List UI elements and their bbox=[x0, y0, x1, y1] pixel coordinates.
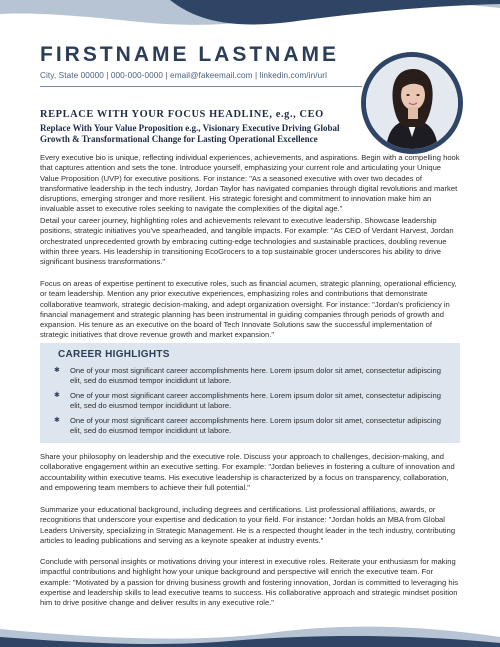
highlight-text: One of your most significant career accomplishments here. Lorem ipsum dolor sit amet, consectetur adipiscing elit, sed do eiusmod tempor incididunt ut labore. bbox=[70, 416, 441, 436]
asterisk-icon: ✱ bbox=[54, 392, 60, 399]
bio-paragraph-conclusion: Conclude with personal insights or motivations driving your interest in executive roles. Reiterate your enthusiasm for making impactful contributions and highlight how your unique background and perspective will enrich the executive team. For example: "Motivated by a passion for driving business growth and fostering innovation, Jordan is committed to leveraging his expertise and leadership skills to lead executive teams to success. His collaborative approach and strategic mindset position him to drive positive change and deliver results in any executive role." bbox=[40, 557, 459, 608]
profile-photo bbox=[361, 52, 463, 154]
header-divider bbox=[40, 86, 362, 87]
candidate-name: FIRSTNAME LASTNAME bbox=[40, 43, 339, 66]
top-wave-decoration bbox=[0, 0, 500, 40]
bio-paragraph-education: Summarize your educational background, including degrees and certifications. List professional affiliations, awards, or recognitions that underscore your expertise and dedication to your field. For instance: "Jordan holds an MBA from Global Leaders University, specializing in Strategic Management. He is a respected thought leader in the tech industry, contributing articles to leading publications and serving as a keynote speaker at industry events." bbox=[40, 505, 456, 545]
highlight-item bbox=[54, 416, 449, 437]
bio-paragraph-intro: Every executive bio is unique, reflecting individual experiences, achievements, and aspirations. Begin with a compelling hook that captures attention and sets the tone. Introduce yourself, emphasizing your current role and articulating your Unique Value Proposition (UVP) for executive positions. For instance: "As a seasoned executive with over two decades of transformative leadership in the tech industry, Jordan Taylor has navigated companies through digital revolutions and market disruptions, emerging stronger and more resilient. His strategic foresight and commitment to innovation make him an invaluable asset to executive roles seeking to navigate the complexities of the digital age." bbox=[40, 153, 460, 214]
value-proposition: Replace With Your Value Proposition e.g., Visionary Executive Driving Global Growth & Transformational Change for Lasting Operational Excellence bbox=[40, 123, 340, 144]
bio-paragraph-career: Detail your career journey, highlighting roles and achievements relevant to executive leadership. Showcase leadership positions, strategic initiatives you've spearheaded, and tangible impacts. For example: "As CEO of Verdant Harvest, Jordan orchestrated unprecedented growth by embracing cutting-edge technologies and sustainable practices, doubling revenue within three years. His leadership in transitioning EcoGrocers to a top sustainable grocer underscores his ability to drive significant business transformations." bbox=[40, 216, 454, 267]
career-highlights-box bbox=[40, 343, 460, 443]
bio-paragraph-philosophy: Share your philosophy on leadership and the executive role. Discuss your approach to challenges, decision-making, and collaborative engagement within an executive setting. For example: "Jordan believes in fostering a culture of innovation and accountability within executive teams. His executive leadership is characterized by a focus on transparency, collaboration, and empowering team members to achieve their full potential." bbox=[40, 452, 455, 492]
portrait-photo bbox=[366, 57, 458, 149]
highlight-text: One of your most significant career accomplishments here. Lorem ipsum dolor sit amet, consectetur adipiscing elit, sed do eiusmod tempor incididunt ut labore. bbox=[70, 391, 441, 411]
bio-paragraph-expertise: Focus on areas of expertise pertinent to executive roles, such as financial acumen, strategic planning, operational efficiency, or team leadership. Mention any prior executive experiences, emphasizing roles and contributions that demonstrate collaborative teamwork, strategic decision-making, and adept organization oversight. For instance: "Jordan's proficiency in financial management and strategic planning has been instrumental in guiding companies through periods of growth and expansion. His tenure as an executive on the board of Tech Innovate Solutions saw the successful implementation of strategic initiatives that drove revenue growth and market expansion." bbox=[40, 279, 457, 340]
focus-headline: REPLACE WITH YOUR FOCUS HEADLINE, e.g., CEO bbox=[40, 109, 324, 120]
asterisk-icon: ✱ bbox=[54, 417, 60, 424]
highlight-text: One of your most significant career accomplishments here. Lorem ipsum dolor sit amet, consectetur adipiscing elit, sed do eiusmod tempor incididunt ut labore. bbox=[70, 366, 441, 386]
bottom-wave-decoration bbox=[0, 607, 500, 647]
asterisk-icon: ✱ bbox=[54, 367, 60, 374]
highlight-item bbox=[54, 391, 449, 412]
contact-line: City, State 00000 | 000-000-0000 | email@fakeemail.com | linkedin.com/in/url bbox=[40, 71, 328, 80]
highlight-item bbox=[54, 366, 449, 387]
career-highlights-title: CAREER HIGHLIGHTS bbox=[58, 349, 170, 360]
